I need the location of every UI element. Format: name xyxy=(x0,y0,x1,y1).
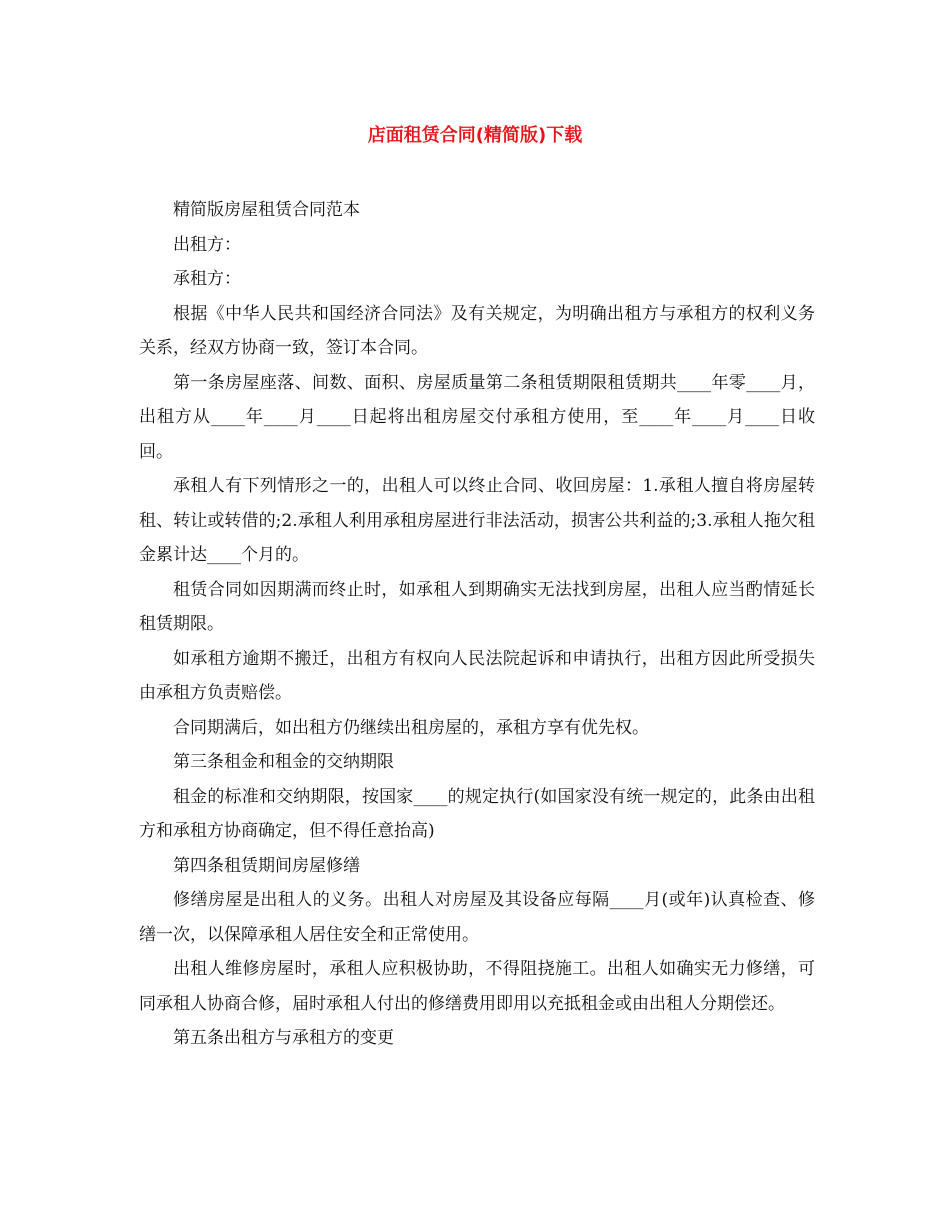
paragraph: 出租人维修房屋时，承租人应积极协助，不得阻挠施工。出租人如确实无力修缮，可同承租人协商合修，届时承租人付出的修缮费用即用以充抵租金或由出租人分期偿还。 xyxy=(139,959,815,1014)
section-heading: 第三条租金和租金的交纳期限 xyxy=(173,752,394,772)
section-heading: 第五条出租方与承租方的变更 xyxy=(173,1028,394,1048)
paragraph: 承租方： xyxy=(173,269,241,289)
paragraph: 承租人有下列情形之一的，出租人可以终止合同、收回房屋：1.承租人擅自将房屋转租、转让或转借的;2.承租人利用承租房屋进行非法活动，损害公共利益的;3.承租人拖欠租金累计达____个月的。 xyxy=(139,476,815,565)
paragraph: 出租方： xyxy=(173,234,241,255)
paragraph: 租金的标准和交纳期限，按国家____的规定执行(如国家没有统一规定的，此条由出租方和承租方协商确定，但不得任意抬高) xyxy=(139,786,815,841)
paragraph: 根据《中华人民共和国经济合同法》及有关规定，为明确出租方与承租方的权利义务关系，经双方协商一致，签订本合同。 xyxy=(139,303,815,358)
paragraph: 修缮房屋是出租人的义务。出租人对房屋及其设备应每隔____月(或年)认真检查、修缮一次，以保障承租人居住安全和正常使用。 xyxy=(139,890,815,945)
paragraph: 如承租方逾期不搬迁，出租方有权向人民法院起诉和申请执行，出租方因此所受损失由承租方负责赔偿。 xyxy=(139,648,815,703)
paragraph: 租赁合同如因期满而终止时，如承租人到期确实无法找到房屋，出租人应当酌情延长租赁期限。 xyxy=(139,579,815,634)
paragraph: 第一条房屋座落、间数、面积、房屋质量第二条租赁期限租赁期共____年零____月，出租方从____年____月____日起将出租房屋交付承租方使用，至____年____月____日收回。 xyxy=(139,372,815,462)
paragraph: 精简版房屋租赁合同范本 xyxy=(173,200,360,220)
section-heading: 第四条租赁期间房屋修缮 xyxy=(173,855,360,876)
document-title: 店面租赁合同(精简版)下载 xyxy=(367,125,583,146)
document-body xyxy=(139,193,815,1056)
paragraph: 合同期满后，如出租方仍继续出租房屋的，承租方享有优先权。 xyxy=(173,717,649,738)
